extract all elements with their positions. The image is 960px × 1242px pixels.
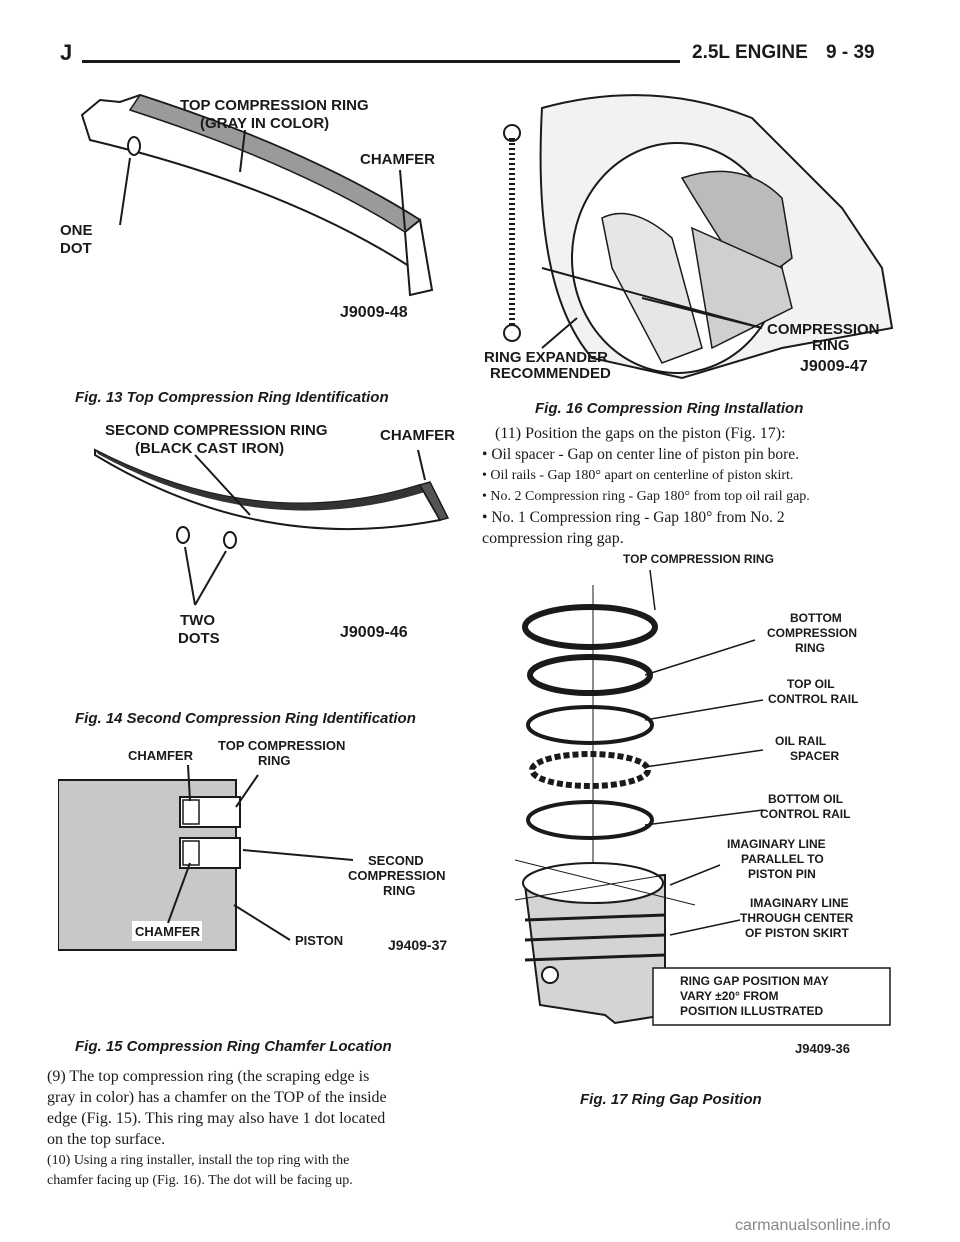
- fig14-label-two: TWO: [180, 612, 215, 629]
- bullet-no2-ring-text: No. 2 Compression ring - Gap 180° from top oil rail gap.: [490, 489, 810, 504]
- fig17-label-imaginary-parallel-1: IMAGINARY LINE: [727, 837, 826, 851]
- fig17-note-1: RING GAP POSITION MAY: [680, 974, 829, 988]
- fig15-label-top-ring-2: RING: [258, 753, 291, 768]
- fig14-label-chamfer: CHAMFER: [380, 427, 455, 444]
- fig16-illustration: [482, 88, 902, 388]
- para-10-line-1: (10) Using a ring installer, install the top ring with the: [47, 1153, 350, 1168]
- bullet-no1-ring-line-2: compression ring gap.: [482, 530, 624, 547]
- fig15-label-top-ring-1: TOP COMPRESSION: [218, 738, 346, 753]
- fig17-label-bottom-oil-1: BOTTOM OIL: [768, 792, 844, 806]
- fig17-label-top-ring: TOP COMPRESSION RING: [623, 552, 774, 566]
- fig17-label-spacer-1: OIL RAIL: [775, 734, 827, 748]
- fig17-note-2: VARY ±20° FROM: [680, 989, 779, 1003]
- header-section-letter: J: [60, 40, 73, 65]
- fig15-label-piston: PISTON: [295, 933, 344, 948]
- fig15-illustration: [58, 735, 458, 960]
- fig14-label-black: (BLACK CAST IRON): [135, 440, 285, 457]
- fig16-label-compression-1: COMPRESSION: [767, 321, 880, 338]
- fig13-label-dot: DOT: [60, 240, 92, 257]
- fig17-label-imaginary-through-1: IMAGINARY LINE: [750, 896, 849, 910]
- fig13-caption: Fig. 13 Top Compression Ring Identification: [75, 389, 389, 406]
- fig17-label-top-oil-1: TOP OIL: [787, 677, 835, 691]
- fig13-illustration: [60, 80, 460, 380]
- bullet-oil-spacer-text: Oil spacer - Gap on center line of piston pin bore.: [491, 446, 800, 463]
- bullet-no2-ring: • No. 2 Compression ring - Gap 180° from top oil rail gap.: [482, 489, 810, 504]
- fig17-code: J9409-36: [795, 1041, 850, 1056]
- fig13-label-chamfer: CHAMFER: [360, 151, 435, 168]
- fig13-label-one: ONE: [60, 222, 93, 239]
- fig17-label-imaginary-parallel-2: PARALLEL TO: [741, 852, 824, 866]
- fig17-label-imaginary-through-3: OF PISTON SKIRT: [745, 926, 849, 940]
- bullet-oil-rails: • Oil rails - Gap 180° apart on centerline of piston skirt.: [482, 468, 794, 483]
- bullet-oil-rails-text: Oil rails - Gap 180° apart on centerline of piston skirt.: [490, 468, 794, 483]
- fig17-illustration: [505, 545, 895, 1065]
- fig14-caption: Fig. 14 Second Compression Ring Identification: [75, 710, 416, 727]
- fig15-label-second-1: SECOND: [368, 853, 424, 868]
- fig17-label-bottom-oil-2: CONTROL RAIL: [760, 807, 851, 821]
- fig17-label-bottom-1: BOTTOM: [790, 611, 842, 625]
- fig15-label-second-3: RING: [383, 883, 416, 898]
- fig15-caption: Fig. 15 Compression Ring Chamfer Location: [75, 1038, 392, 1055]
- fig15-label-chamfer-top: CHAMFER: [128, 748, 193, 763]
- header-rule: [82, 60, 680, 63]
- fig14-code: J9009-46: [340, 624, 408, 641]
- fig17-label-top-oil-2: CONTROL RAIL: [768, 692, 859, 706]
- para-11: (11) Position the gaps on the piston (Fig. 17):: [495, 425, 786, 442]
- bullet-no1-ring: • No. 1 Compression ring - Gap 180° from No. 2: [482, 509, 785, 526]
- para-10-line-2: chamfer facing up (Fig. 16). The dot will be facing up.: [47, 1173, 353, 1188]
- fig17-label-spacer-2: SPACER: [790, 749, 840, 763]
- para-9-line-4: on the top surface.: [47, 1131, 166, 1148]
- fig16-label-expander-1: RING EXPANDER: [484, 349, 608, 366]
- watermark: carmanualsonline.info: [735, 1217, 891, 1234]
- fig17-label-imaginary-through-2: THROUGH CENTER: [740, 911, 854, 925]
- fig13-label-top-ring: TOP COMPRESSION RING: [180, 97, 369, 114]
- fig15-label-second-2: COMPRESSION: [348, 868, 446, 883]
- fig17-note-3: POSITION ILLUSTRATED: [680, 1004, 824, 1018]
- header-title: 2.5L ENGINE: [692, 42, 808, 63]
- para-9-line-3: edge (Fig. 15). This ring may also have 1 dot located: [47, 1110, 386, 1127]
- fig13-code: J9009-48: [340, 304, 408, 321]
- para-9-line-2: gray in color) has a chamfer on the TOP of the inside: [47, 1089, 387, 1106]
- fig16-caption: Fig. 16 Compression Ring Installation: [535, 400, 804, 417]
- fig14-label-dots: DOTS: [178, 630, 220, 647]
- fig17-label-bottom-3: RING: [795, 641, 825, 655]
- fig15-label-chamfer-bottom: CHAMFER: [135, 924, 200, 939]
- header-page-number: 9 - 39: [826, 42, 875, 63]
- bullet-no1-ring-text: No. 1 Compression ring - Gap 180° from No. 2: [491, 509, 785, 526]
- fig14-label-second-ring: SECOND COMPRESSION RING: [105, 422, 328, 439]
- fig17-label-imaginary-parallel-3: PISTON PIN: [748, 867, 816, 881]
- bullet-oil-spacer: • Oil spacer - Gap on center line of piston pin bore.: [482, 446, 800, 463]
- fig16-label-expander-2: RECOMMENDED: [490, 365, 611, 382]
- fig16-label-compression-2: RING: [812, 337, 850, 354]
- fig17-caption: Fig. 17 Ring Gap Position: [580, 1091, 762, 1108]
- fig15-code: J9409-37: [388, 937, 448, 953]
- para-9-line-1: (9) The top compression ring (the scraping edge is: [47, 1068, 370, 1085]
- fig13-label-gray: (GRAY IN COLOR): [200, 115, 330, 132]
- fig17-label-bottom-2: COMPRESSION: [767, 626, 858, 640]
- fig14-illustration: [60, 415, 460, 655]
- fig16-code: J9009-47: [800, 358, 868, 375]
